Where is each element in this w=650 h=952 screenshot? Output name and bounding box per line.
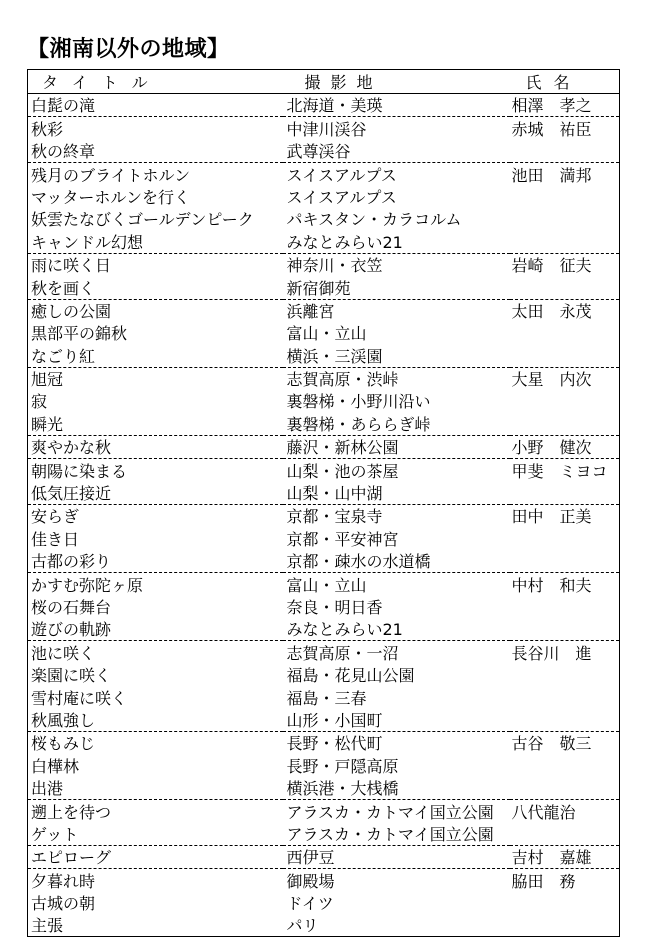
table-row: [28, 664, 620, 686]
table-row: [28, 299, 620, 322]
table-row: [28, 186, 620, 208]
photographer-name: [510, 596, 620, 618]
table-row: [28, 230, 620, 253]
photographer-name: [510, 823, 620, 846]
work-title: 白樺林: [31, 756, 80, 776]
work-title: 主張: [31, 916, 64, 936]
photographer-name: [510, 276, 620, 299]
shooting-location: 長野・戸隠高原: [286, 756, 399, 776]
header-title: タイトル: [28, 70, 283, 94]
table-row: [28, 367, 620, 390]
photographer-name: [510, 914, 620, 937]
photographer-name: 中村 和夫: [511, 575, 592, 595]
work-title: 楽園に咲く: [31, 666, 112, 686]
table-row: [28, 482, 620, 505]
work-title: 癒しの公園: [31, 301, 112, 321]
table-row: [28, 550, 620, 573]
work-title: 秋を画く: [28, 276, 283, 299]
shooting-location: アラスカ・カトマイ国立公園: [283, 823, 510, 846]
photographer-name: 相澤 孝之: [510, 94, 620, 117]
work-title: 夕暮れ時: [31, 871, 96, 891]
table-row: [28, 914, 620, 937]
photographer-name: 田中 正美: [511, 507, 592, 527]
table-row: [28, 800, 620, 823]
shooting-location: 福島・三春: [286, 688, 367, 708]
table-row: [28, 505, 620, 528]
photographer-name: [510, 322, 620, 344]
work-title: 出港: [28, 777, 283, 800]
work-title: 雪村庵に咲く: [31, 688, 128, 708]
shooting-location: みなとみらい21: [283, 618, 510, 641]
table-row: [28, 117, 620, 140]
table-row: [28, 390, 620, 412]
shooting-location: 富山・立山: [286, 324, 367, 344]
table-row: [28, 618, 620, 641]
shooting-location: 西伊豆: [283, 845, 510, 868]
shooting-location: アラスカ・カトマイ国立公園: [286, 802, 494, 822]
table-row: [28, 641, 620, 664]
work-title: 安らぎ: [31, 507, 80, 527]
table-body: [28, 94, 620, 937]
table-row: [28, 140, 620, 163]
photographer-name: [510, 664, 620, 686]
photo-list-table: [27, 69, 620, 937]
photographer-name: [510, 230, 620, 253]
table-row: [28, 777, 620, 800]
table-row: [28, 686, 620, 708]
photographer-name: 太田 永茂: [511, 301, 592, 321]
shooting-location: 中津川渓谷: [286, 119, 367, 139]
work-title: キャンドル幻想: [28, 230, 283, 253]
shooting-location: 福島・花見山公園: [286, 666, 415, 686]
work-title: 佳き日: [31, 529, 80, 549]
work-title: 遊びの軌跡: [28, 618, 283, 641]
photographer-name: 小野 健次: [510, 435, 620, 458]
shooting-location: 藤沢・新林公園: [283, 435, 510, 458]
photographer-name: 甲斐 ミヨコ: [511, 461, 608, 481]
photographer-name: [510, 412, 620, 435]
table-row: [28, 322, 620, 344]
shooting-location: 北海道・美瑛: [283, 94, 510, 117]
photographer-name: 長谷川 進: [511, 643, 592, 663]
shooting-location: 新宿御苑: [283, 276, 510, 299]
work-title: 寂: [31, 392, 48, 412]
shooting-location: 山梨・池の茶屋: [286, 461, 399, 481]
photographer-name: [510, 686, 620, 708]
shooting-location: ドイツ: [286, 894, 334, 914]
table-row: [28, 869, 620, 892]
table-row: [28, 435, 620, 458]
shooting-location: 志賀高原・一沼: [286, 643, 399, 663]
photographer-name: [510, 618, 620, 641]
shooting-location: 富山・立山: [286, 575, 367, 595]
work-title: 旭冠: [31, 370, 64, 390]
work-title: ゲット: [28, 823, 283, 846]
work-title: エピローグ: [28, 845, 283, 868]
table-row: [28, 709, 620, 732]
work-title: 爽やかな秋: [28, 435, 283, 458]
shooting-location: スイスアルプス: [286, 165, 397, 185]
photographer-name: [510, 482, 620, 505]
table-row: [28, 412, 620, 435]
shooting-location: 横浜港・大桟橋: [283, 777, 510, 800]
photographer-name: 吉村 嘉雄: [510, 845, 620, 868]
header-name: 氏名: [510, 70, 620, 94]
shooting-location: 裏磐梯・小野川沿い: [286, 392, 431, 412]
photographer-name: 岩崎 征夫: [511, 256, 592, 276]
shooting-location: みなとみらい21: [283, 230, 510, 253]
work-title: 桜もみじ: [31, 734, 96, 754]
shooting-location: 浜離宮: [286, 301, 335, 321]
work-title: 朝陽に染まる: [31, 461, 128, 481]
shooting-location: 京都・宝泉寺: [286, 507, 383, 527]
table-row: [28, 344, 620, 367]
shooting-location: 横浜・三渓園: [283, 344, 510, 367]
work-title: マッターホルンを行く: [31, 187, 190, 207]
table-row: [28, 276, 620, 299]
shooting-location: 奈良・明日香: [286, 597, 383, 617]
table-row: [28, 845, 620, 868]
table-row: [28, 731, 620, 754]
photographer-name: [510, 140, 620, 163]
photographer-name: 大星 内次: [511, 370, 592, 390]
photographer-name: [510, 550, 620, 573]
work-title: 古城の朝: [31, 894, 96, 914]
photographer-name: 赤城 祐臣: [511, 119, 592, 139]
photographer-name: [510, 208, 620, 230]
work-title: かすむ弥陀ヶ原: [31, 575, 144, 595]
shooting-location: 神奈川・衣笠: [286, 256, 383, 276]
work-title: 低気圧接近: [28, 482, 283, 505]
photographer-name: 脇田 務: [511, 871, 576, 891]
work-title: 池に咲く: [31, 643, 96, 663]
photographer-name: [510, 777, 620, 800]
work-title: 白髭の滝: [28, 94, 283, 117]
work-title: 秋風強し: [28, 709, 283, 732]
table-row: [28, 573, 620, 596]
photographer-name: [510, 892, 620, 914]
work-title: 残月のブライトホルン: [31, 165, 191, 185]
work-title: 黒部平の錦秋: [31, 324, 128, 344]
photographer-name: [510, 390, 620, 412]
shooting-location: 御殿場: [286, 871, 335, 891]
photographer-name: 池田 満邦: [511, 165, 592, 185]
shooting-location: 裏磐梯・あららぎ峠: [283, 412, 510, 435]
shooting-location: 京都・疎水の水道橋: [283, 550, 510, 573]
photographer-name: [510, 527, 620, 549]
photographer-name: [510, 186, 620, 208]
work-title: 桜の石舞台: [31, 597, 112, 617]
table-row: [28, 527, 620, 549]
table-row: [28, 459, 620, 482]
shooting-location: 長野・松代町: [286, 734, 383, 754]
shooting-location: 志賀高原・渋峠: [286, 370, 399, 390]
shooting-location: 武尊渓谷: [283, 140, 510, 163]
page-title: 【湘南以外の地域】: [27, 37, 230, 62]
photographer-name: [510, 344, 620, 367]
shooting-location: パリ: [286, 916, 319, 936]
work-title: 瞬光: [28, 412, 283, 435]
table-row: [28, 94, 620, 117]
work-title: 妖雲たなびくゴールデンピーク: [31, 210, 254, 230]
table-row: [28, 596, 620, 618]
photographer-name: [510, 754, 620, 776]
photographer-name: 古谷 敬三: [511, 734, 592, 754]
work-title: 古都の彩り: [28, 550, 283, 573]
work-title: 秋彩: [31, 119, 64, 139]
shooting-location: 山梨・山中湖: [283, 482, 510, 505]
shooting-location: スイスアルプス: [286, 187, 397, 207]
table-header-row: [28, 70, 620, 94]
work-title: 雨に咲く日: [31, 256, 112, 276]
photographer-name: [510, 709, 620, 732]
table-row: [28, 208, 620, 230]
shooting-location: 京都・平安神宮: [286, 529, 399, 549]
work-title: なごり紅: [28, 344, 283, 367]
table-row: [28, 754, 620, 776]
table-row: [28, 253, 620, 276]
work-title: 秋の終章: [28, 140, 283, 163]
shooting-location: 山形・小国町: [283, 709, 510, 732]
header-location: 撮影地: [283, 70, 510, 94]
shooting-location: パキスタン・カラコルム: [286, 210, 462, 230]
table-row: [28, 823, 620, 846]
work-title: 遡上を待つ: [31, 802, 112, 822]
table-row: [28, 892, 620, 914]
photographer-name: 八代龍治: [511, 802, 576, 822]
table-row: [28, 163, 620, 186]
